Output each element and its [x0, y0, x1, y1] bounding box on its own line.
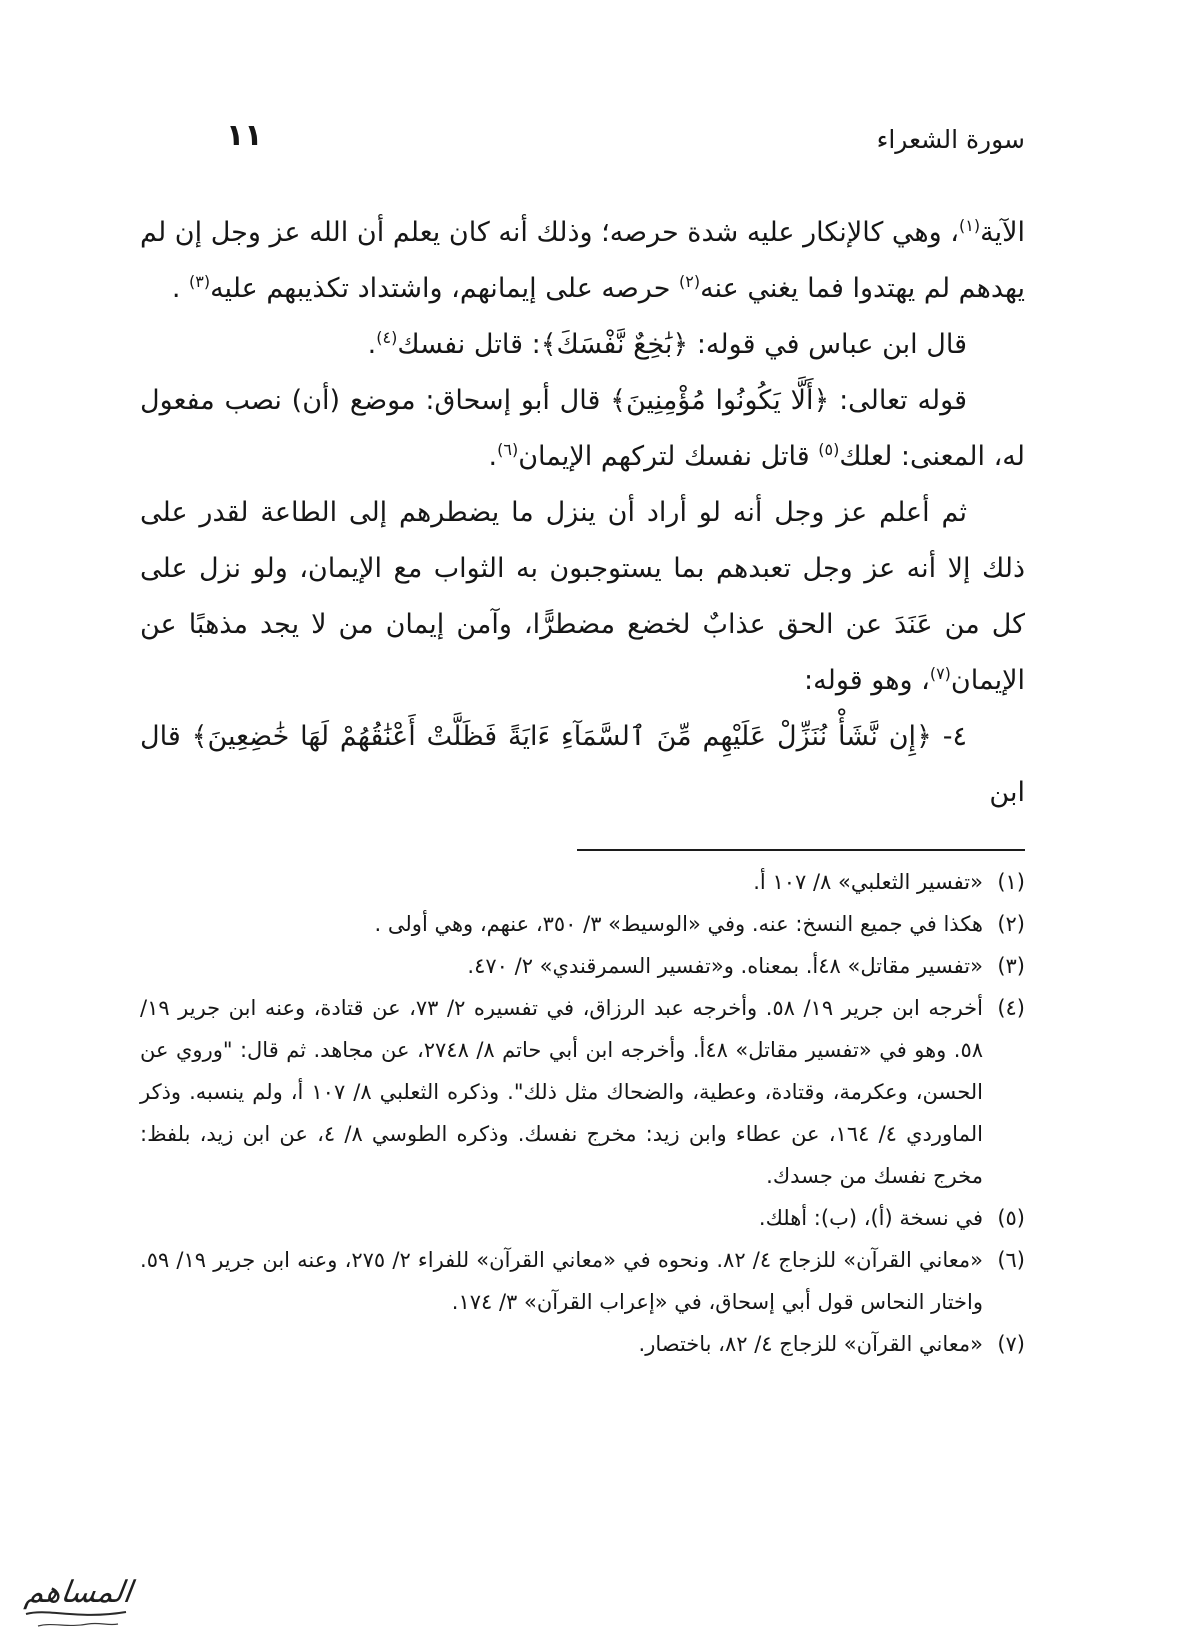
footnote-text: «معاني القرآن» للزجاج ٤/ ٨٢، باختصار.	[638, 1332, 983, 1356]
watermark-logo	[8, 1562, 143, 1640]
paragraph-5	[140, 709, 1025, 821]
page-number: ١١	[226, 118, 263, 153]
footnote-1	[140, 861, 1025, 903]
text-run: : قاتل نفسك	[397, 329, 541, 360]
text-run: قوله تعالى:	[829, 385, 967, 416]
footnote-6	[140, 1239, 1025, 1323]
text-run: .	[367, 329, 377, 360]
text-run: ، وهو قوله:	[804, 665, 930, 696]
text-run: الآية	[980, 217, 1025, 248]
quran-verse: ﴿أَلَّا يَكُونُوا مُؤْمِنِينَ﴾	[610, 385, 830, 416]
footnote-ref-3: (٣)	[188, 272, 211, 291]
text-run: قال ابن	[140, 721, 1025, 808]
footnote-text: «تفسير الثعلبي» ٨/ ١٠٧ أ.	[753, 870, 983, 894]
footnote-number: (٢)	[997, 912, 1025, 936]
footnote-separator	[577, 849, 1025, 851]
footnotes	[140, 861, 1025, 1365]
footnote-text: في نسخة (أ)، (ب): أهلك.	[758, 1206, 983, 1230]
footnote-number: (٤)	[997, 996, 1025, 1020]
quran-verse: ﴿إِن نَّشَأْ نُنَزِّلْ عَلَيْهِم مِّنَ ٱلسَّمَآءِ ءَايَةً فَظَلَّتْ أَعْنَٰقُهُمْ لَهَا خَٰضِعِينَ﴾	[191, 721, 932, 752]
footnote-7	[140, 1323, 1025, 1365]
footnote-text: أخرجه ابن جرير ١٩/ ٥٨. وأخرجه عبد الرزاق، في تفسيره ٢/ ٧٣، عن قتادة، وعنه ابن جرير ١٩/ ٥٨. وهو في «تفسير مقاتل» ٤٨أ. وأخرجه ابن أبي حاتم ٨/ ٢٧٤٨، عن مجاهد. ثم قال: "وروي عن الحسن، وعكرمة، وقتادة، وعطية، والضحاك مثل ذلك". وذكره الثعلبي ٨/ ١٠٧ أ، ولم ينسبه. وذكر الماوردي ٤/ ١٦٤، عن عطاء وابن زيد: مخرج نفسك. وذكره الطوسي ٨/ ٤، عن ابن زيد، بلفظ: مخرج نفسك من جسدك.	[140, 996, 984, 1188]
text-run: قاتل نفسك لتركهم الإيمان	[518, 441, 819, 472]
main-text	[140, 205, 1025, 821]
text-run: ثم أعلم عز وجل أنه لو أراد أن ينزل ما يضطرهم إلى الطاعة لقدر على ذلك إلا أنه عز وجل تعبدهم بما يستوجبون به الثواب مع الإيمان، ولو نزل على كل من عَنَدَ عن الحق عذابٌ لخضع مضطرًّا، وآمن إيمان من لا يجد مذهبًا عن الإيمان	[140, 497, 1025, 696]
text-run: .	[171, 273, 189, 304]
quran-verse: ﴿بَٰخِعٌ نَّفْسَكَ﴾	[540, 329, 689, 360]
text-run: .	[488, 441, 498, 472]
footnote-text: هكذا في جميع النسخ: عنه. وفي «الوسيط» ٣/ ٣٥٠، عنهم، وهي أولى .	[374, 912, 983, 936]
text-run: قال أبو إسحاق: موضع (أن) نصب مفعول له، المعنى: لعلك	[140, 385, 1025, 472]
footnote-text: «تفسير مقاتل» ٤٨أ. بمعناه. و«تفسير السمرقندي» ٢/ ٤٧٠.	[467, 954, 983, 978]
footnote-ref-4: (٤)	[376, 328, 398, 347]
running-head-surah-title: سورة الشعراء	[876, 125, 1025, 154]
watermark-lettering: المساهم	[22, 1575, 135, 1610]
footnote-number: (٦)	[997, 1248, 1025, 1272]
text-run: قال ابن عباس في قوله:	[688, 329, 967, 360]
footnote-text: «معاني القرآن» للزجاج ٤/ ٨٢. ونحوه في «معاني القرآن» للفراء ٢/ ٢٧٥، وعنه ابن جرير ١٩/ ٥٩. واختار النحاس قول أبي إسحاق، في «إعراب القرآن» ٣/ ١٧٤.	[140, 1248, 983, 1314]
paragraph-1	[140, 205, 1025, 317]
footnote-number: (١)	[997, 870, 1025, 894]
paragraph-4	[140, 485, 1025, 709]
watermark-flourish	[26, 1612, 126, 1615]
footnote-ref-5: (٥)	[818, 440, 840, 459]
paragraph-2	[140, 317, 1025, 373]
footnote-5	[140, 1197, 1025, 1239]
text-run: ، وهي كالإنكار عليه شدة حرصه؛ وذلك أنه كان يعلم أن الله عز وجل إن لم يهدهم لم يهتدوا فما يغني عنه	[140, 217, 1025, 304]
footnote-ref-2: (٢)	[678, 272, 701, 291]
footnote-ref-1: (١)	[959, 216, 981, 235]
footnote-number: (٣)	[997, 954, 1025, 978]
paragraph-3	[140, 373, 1025, 485]
footnote-3	[140, 945, 1025, 987]
footnote-ref-7: (٧)	[929, 664, 951, 683]
footnote-4	[140, 987, 1025, 1197]
verse-number: ٤-	[931, 721, 967, 752]
footnote-number: (٧)	[997, 1332, 1025, 1356]
watermark-caption-scribble	[38, 1623, 118, 1626]
footnote-ref-6: (٦)	[497, 440, 519, 459]
text-run: حرصه على إيمانهم، واشتداد تكذيبهم عليه	[210, 273, 679, 304]
footnote-2	[140, 903, 1025, 945]
page-content	[140, 205, 1025, 1365]
footnote-number: (٥)	[997, 1206, 1025, 1230]
